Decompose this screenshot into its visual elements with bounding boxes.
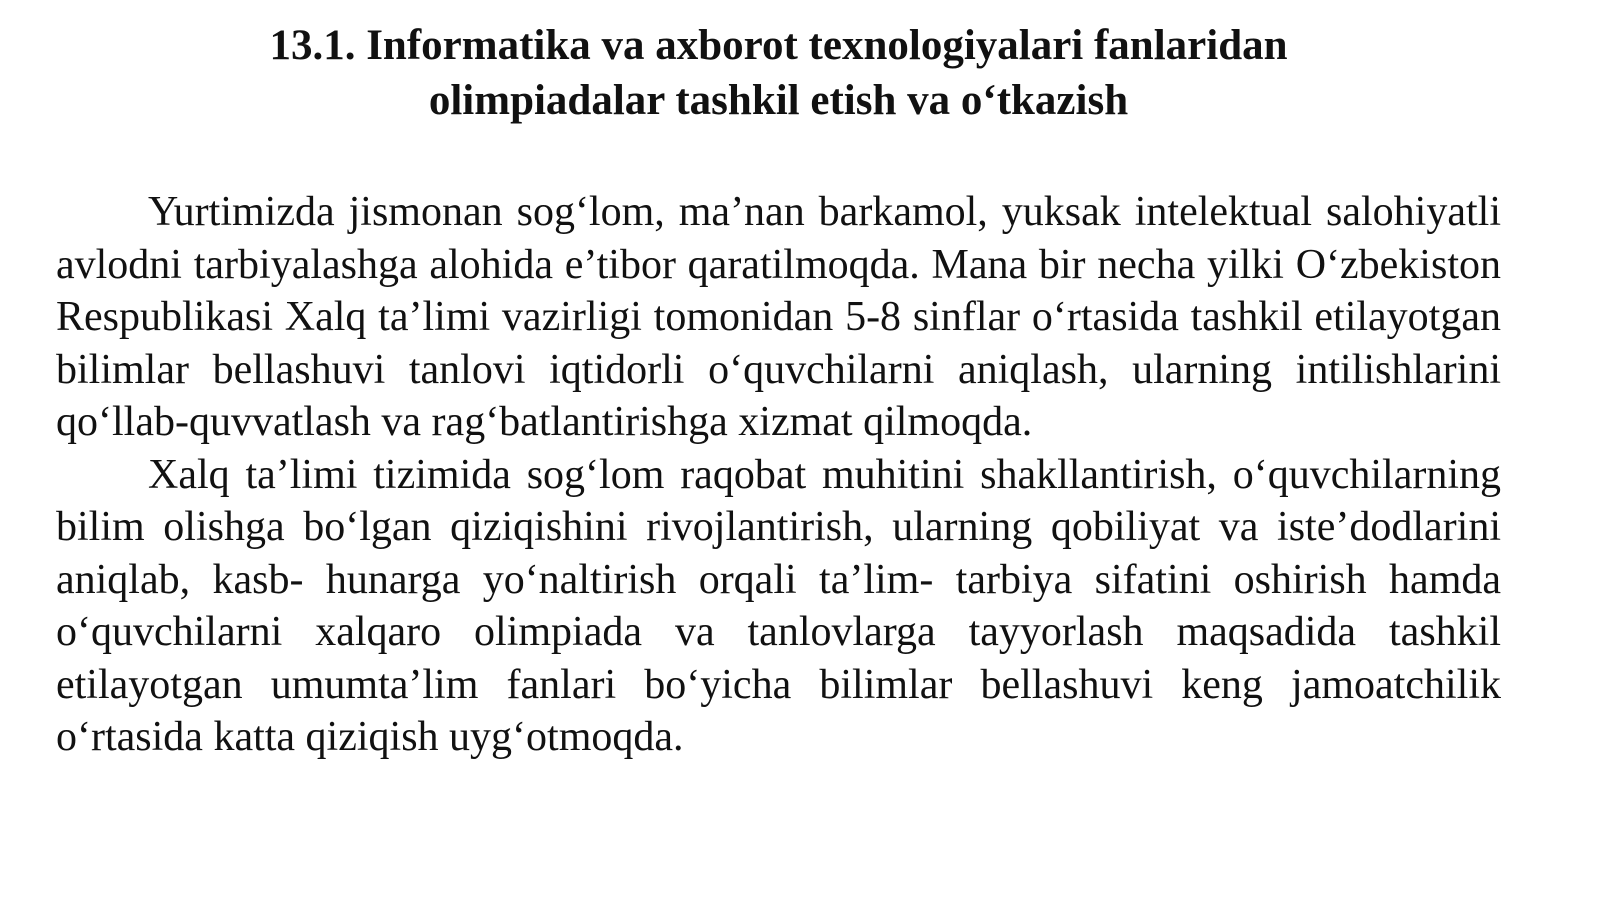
section-title-line-2: olimpiadalar tashkil etish va o‘tkazish xyxy=(428,77,1129,124)
paragraph-2: Xalq ta’limi tizimida sog‘lom raqobat muhitini shakllantirish, o‘quvchilarning bilim olishga bo‘lgan qiziqishini rivojlantirish, ularning qobiliyat va iste’dodlarini aniqlab, kasb- hunarga yo‘naltirish orqali ta’lim- tarbiya sifatini oshirish hamda o‘quvchilarni xalqaro olimpiada va tanlovlarga tayyorlash maqsadida tashkil etilayotgan umumta’lim fanlari bo‘yicha bilimlar bellashuvi keng jamoatchilik o‘rtasida katta qiziqish uyg‘otmoqda. xyxy=(56,451,1501,760)
document-page xyxy=(56,18,1501,764)
body-text xyxy=(56,186,1501,764)
paragraph-1: Yurtimizda jismonan sog‘lom, ma’nan barkamol, yuksak intelektual salohiyatli avlodni tarbiyalashga alohida e’tibor qaratilmoqda. Mana bir necha yilki O‘zbekiston Respublikasi Xalq ta’limi vazirligi tomonidan 5-8 sinflar o‘rtasida tashkil etilayotgan bilimlar bellashuvi tanlovi iqtidorli o‘quvchilarni aniqlash, ularning intilishlarini qo‘llab-quvvatlash va rag‘batlantirishga xizmat qilmoqda. xyxy=(56,189,1501,445)
section-title-line-1: 13.1. Informatika va axborot texnologiyalari fanlaridan xyxy=(269,22,1288,69)
section-title xyxy=(56,18,1501,128)
